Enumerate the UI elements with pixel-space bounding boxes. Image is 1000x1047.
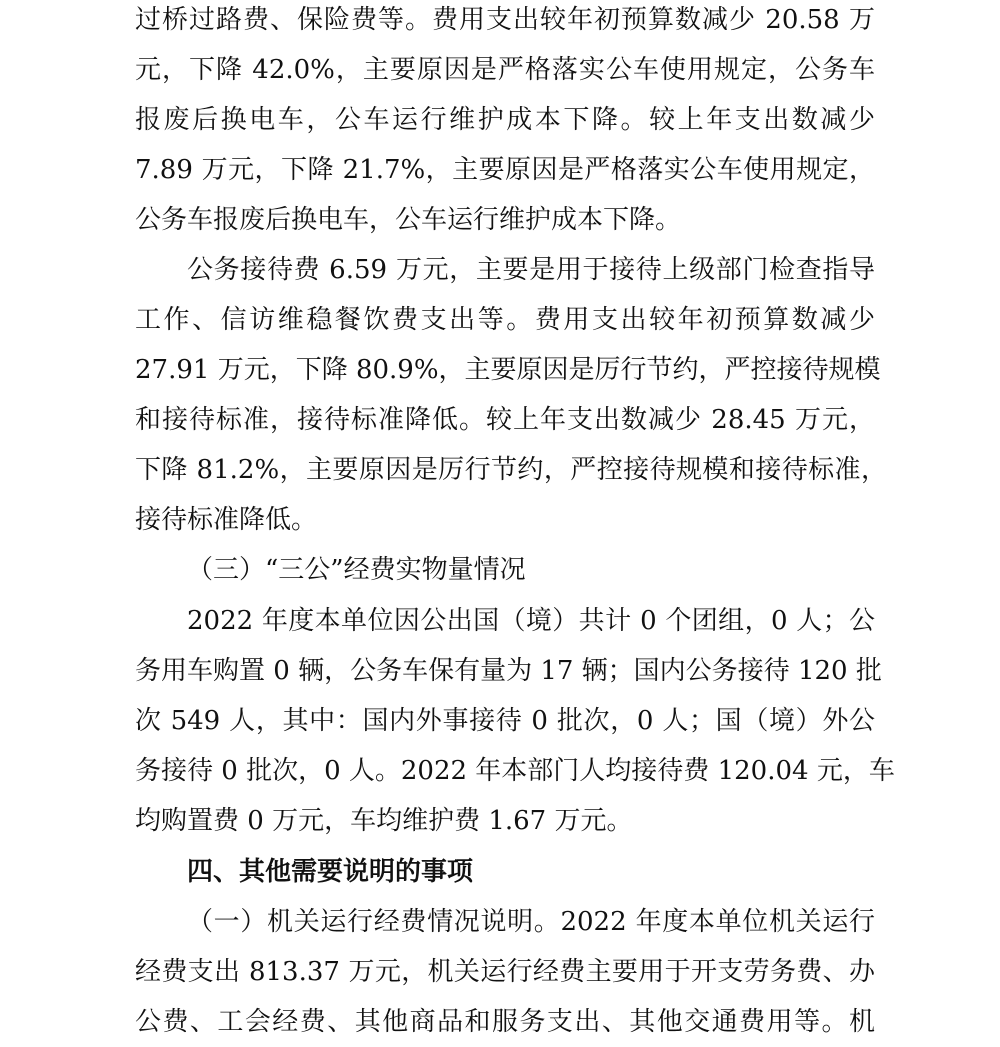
text-line: 公费、工会经费、其他商品和服务支出、其他交通费用等。机	[135, 1007, 875, 1037]
text-line: 经费支出 813.37 万元，机关运行经费主要用于开支劳务费、办	[135, 957, 875, 987]
text-line: 27.91 万元，下降 80.9%，主要原因是厉行节约，严控接待规模	[135, 355, 881, 385]
section-heading: 四、其他需要说明的事项	[187, 857, 474, 887]
section-subheading: （三）“三公”经费实物量情况	[187, 555, 526, 585]
paragraph-start-line: 2022 年度本单位因公出国（境）共计 0 个团组，0 人；公	[187, 606, 875, 636]
text-line: 次 549 人，其中：国内外事接待 0 批次，0 人；国（境）外公	[135, 706, 875, 736]
text-line: 元，下降 42.0%，主要原因是严格落实公车使用规定，公务车	[135, 55, 875, 85]
text-line: 接待标准降低。	[135, 505, 318, 535]
text-line: 报废后换电车，公车运行维护成本下降。较上年支出数减少	[135, 105, 875, 135]
text-line: 均购置费 0 万元，车均维护费 1.67 万元。	[135, 806, 633, 836]
text-line: 下降 81.2%，主要原因是厉行节约，严控接待规模和接待标准，	[135, 455, 887, 485]
text-line: 7.89 万元，下降 21.7%，主要原因是严格落实公车使用规定，	[135, 155, 875, 185]
text-line: 公务车报废后换电车，公车运行维护成本下降。	[135, 205, 682, 235]
text-line: 和接待标准，接待标准降低。较上年支出数减少 28.45 万元，	[135, 405, 875, 435]
text-line: 过桥过路费、保险费等。费用支出较年初预算数减少 20.58 万	[135, 5, 875, 35]
paragraph-start-line: 公务接待费 6.59 万元，主要是用于接待上级部门检查指导	[187, 255, 875, 285]
text-line: 务用车购置 0 辆，公务车保有量为 17 辆；国内公务接待 120 批	[135, 656, 882, 686]
text-line: 务接待 0 批次，0 人。2022 年本部门人均接待费 120.04 元，车	[135, 756, 895, 786]
text-line: 工作、信访维稳餐饮费支出等。费用支出较年初预算数减少	[135, 305, 875, 335]
paragraph-start-line: （一）机关运行经费情况说明。2022 年度本单位机关运行	[187, 907, 875, 937]
